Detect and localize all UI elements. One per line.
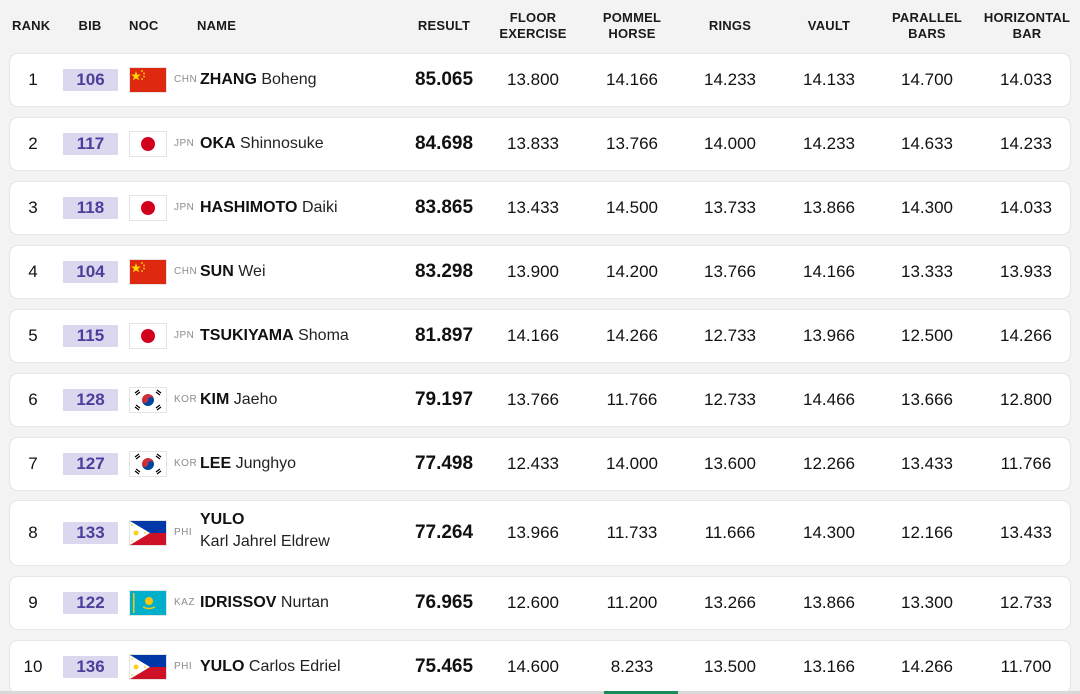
result-total: 76.965 [414,592,474,613]
bib-badge: 106 [63,69,118,91]
score-pommel: 14.500 [606,198,658,217]
rank-value: 4 [28,262,38,281]
athlete-last-name: SUN [200,262,234,280]
score-vault: 14.233 [803,134,855,153]
score-parallel: 13.666 [901,390,953,409]
table-row[interactable] [10,246,1070,298]
score-rings: 12.733 [704,326,756,345]
table-row[interactable] [10,182,1070,234]
score-floor: 13.800 [507,70,559,89]
col-parallel-line1: PARALLEL [892,10,962,25]
japan-flag-icon [129,195,167,221]
col-pommel-line1: POMMEL [602,10,662,25]
score-parallel: 14.633 [901,134,953,153]
score-parallel: 13.333 [901,262,953,281]
korea-flag-icon [129,387,167,413]
athlete-name[interactable] [200,455,296,473]
bib-badge: 136 [63,656,118,678]
score-floor: 13.433 [507,198,559,217]
athlete-name[interactable] [200,263,266,281]
col-result[interactable]: RESULT [417,18,471,33]
athlete-last-name: HASHIMOTO [200,198,298,216]
score-parallel: 12.500 [901,326,953,345]
rank-value: 1 [28,70,38,89]
noc-code: JPN [174,330,195,341]
score-floor: 13.833 [507,134,559,153]
athlete-last-name: OKA [200,134,236,152]
table-row[interactable] [10,54,1070,106]
score-pommel: 14.000 [606,454,658,473]
score-vault: 13.166 [803,657,855,676]
athlete-name[interactable] [200,511,330,551]
athlete-name[interactable] [200,658,341,676]
result-total: 85.065 [414,69,474,90]
score-pommel: 14.200 [606,262,658,281]
score-parallel: 13.433 [901,454,953,473]
athlete-name[interactable] [200,594,329,612]
athlete-last-name: LEE [200,454,232,472]
result-total: 77.498 [414,453,474,474]
col-parallel-line2: BARS [908,26,946,41]
score-vault: 14.466 [803,390,855,409]
table-row[interactable] [10,641,1070,693]
score-rings: 13.766 [704,262,756,281]
athlete-first-name: Wei [238,262,266,280]
japan-flag-icon [129,131,167,157]
athlete-first-name: Jaeho [233,390,278,408]
athlete-first-name: Carlos Edriel [248,657,341,675]
result-total: 79.197 [414,389,474,410]
col-pommel-line2: HORSE [608,26,656,41]
noc-code: CHN [174,74,198,85]
score-vault: 14.300 [803,523,855,542]
score-vault: 14.133 [803,70,855,89]
score-horizontal: 13.933 [1000,262,1052,281]
col-rings[interactable]: RINGS [708,18,752,33]
col-bib[interactable]: BIB [78,18,102,33]
score-parallel: 14.700 [901,70,953,89]
score-horizontal: 13.433 [1000,523,1052,542]
col-noc[interactable]: NOC [129,18,159,33]
score-horizontal: 14.033 [1000,198,1052,217]
japan-flag-icon [129,323,167,349]
score-pommel: 8.233 [610,657,654,676]
score-floor: 12.433 [507,454,559,473]
score-parallel: 13.300 [901,593,953,612]
score-floor: 14.600 [507,657,559,676]
athlete-first-name: Nurtan [280,593,329,611]
col-rank[interactable]: RANK [12,18,51,33]
score-rings: 13.500 [704,657,756,676]
score-rings: 14.233 [704,70,756,89]
score-rings: 12.733 [704,390,756,409]
noc-code: KOR [174,458,198,469]
col-floor-line2: EXERCISE [499,26,567,41]
athlete-first-name: Junghyo [235,454,297,472]
col-name[interactable]: NAME [197,18,237,33]
score-vault: 12.266 [803,454,855,473]
rank-value: 9 [28,593,38,612]
result-total: 81.897 [414,325,474,346]
score-floor: 13.966 [507,523,559,542]
bib-badge: 133 [63,522,118,544]
score-horizontal: 14.233 [1000,134,1052,153]
bib-badge: 118 [63,197,118,219]
table-row[interactable] [10,577,1070,629]
score-floor: 14.166 [507,326,559,345]
rank-value: 5 [28,326,38,345]
china-flag-icon [129,259,167,285]
rank-value: 6 [28,390,38,409]
col-floor-line1: FLOOR [509,10,557,25]
athlete-first-name: Shinnosuke [240,134,324,152]
bib-badge: 122 [63,592,118,614]
noc-code: PHI [174,661,193,672]
result-total: 84.698 [414,133,474,154]
rank-value: 3 [28,198,38,217]
result-total: 83.865 [414,197,474,218]
score-pommel: 13.766 [606,134,658,153]
score-vault: 13.866 [803,198,855,217]
score-horizontal: 11.766 [1000,454,1052,473]
athlete-first-name: Daiki [301,198,338,216]
col-vault[interactable]: VAULT [807,18,851,33]
score-pommel: 11.200 [606,593,658,612]
kazakhstan-flag-icon [129,590,167,616]
noc-code: PHI [174,527,193,538]
table-row[interactable] [10,438,1070,490]
col-horizontal-line2: BAR [1012,26,1042,41]
rank-value: 8 [28,523,38,542]
rank-value: 7 [28,454,38,473]
score-vault: 14.166 [803,262,855,281]
athlete-first-name: Boheng [261,70,317,88]
noc-code: JPN [174,138,195,149]
score-horizontal: 14.266 [1000,326,1052,345]
score-parallel: 14.300 [901,198,953,217]
noc-code: CHN [174,266,198,277]
noc-code: KOR [174,394,198,405]
korea-flag-icon [129,451,167,477]
bib-badge: 115 [63,325,118,347]
table-row[interactable] [10,374,1070,426]
score-rings: 11.666 [704,523,756,542]
score-rings: 14.000 [704,134,756,153]
athlete-last-name: TSUKIYAMA [200,326,294,344]
score-vault: 13.966 [803,326,855,345]
athlete-last-name: IDRISSOV [200,593,277,611]
athlete-last-name: YULO [200,657,245,675]
score-floor: 13.766 [507,390,559,409]
bib-badge: 117 [63,133,118,155]
result-total: 77.264 [414,522,474,543]
score-floor: 12.600 [507,593,559,612]
result-total: 83.298 [414,261,474,282]
col-horizontal-line1: HORIZONTAL [983,10,1071,25]
score-pommel: 14.266 [606,326,658,345]
bib-badge: 104 [63,261,118,283]
athlete-last-name: YULO [200,511,245,528]
athlete-name[interactable] [200,391,277,409]
score-pommel: 11.733 [606,523,658,542]
table-row[interactable] [10,501,1070,565]
table-row[interactable] [10,310,1070,362]
rank-value: 2 [28,134,38,153]
score-rings: 13.266 [704,593,756,612]
score-horizontal: 12.733 [1000,593,1052,612]
score-vault: 13.866 [803,593,855,612]
philippines-flag-icon [129,520,167,546]
table-row[interactable] [10,118,1070,170]
score-horizontal: 12.800 [1000,390,1052,409]
score-parallel: 14.266 [901,657,953,676]
athlete-first-name: Karl Jahrel Eldrew [200,533,330,550]
bib-badge: 127 [63,453,118,475]
philippines-flag-icon [129,654,167,680]
athlete-name[interactable] [200,327,349,345]
rank-value: 10 [23,657,43,676]
score-rings: 13.733 [704,198,756,217]
score-rings: 13.600 [704,454,756,473]
score-horizontal: 14.033 [1000,70,1052,89]
athlete-name[interactable] [200,71,317,89]
result-total: 75.465 [414,656,474,677]
athlete-last-name: ZHANG [200,70,257,88]
noc-code: JPN [174,202,195,213]
athlete-name[interactable] [200,135,324,153]
score-horizontal: 11.700 [1000,657,1052,676]
score-pommel: 11.766 [606,390,658,409]
score-pommel: 14.166 [606,70,658,89]
noc-code: KAZ [174,597,195,608]
athlete-first-name: Shoma [298,326,349,344]
score-floor: 13.900 [507,262,559,281]
score-parallel: 12.166 [901,523,953,542]
athlete-last-name: KIM [200,390,230,408]
china-flag-icon [129,67,167,93]
athlete-name[interactable] [200,199,338,217]
bib-badge: 128 [63,389,118,411]
